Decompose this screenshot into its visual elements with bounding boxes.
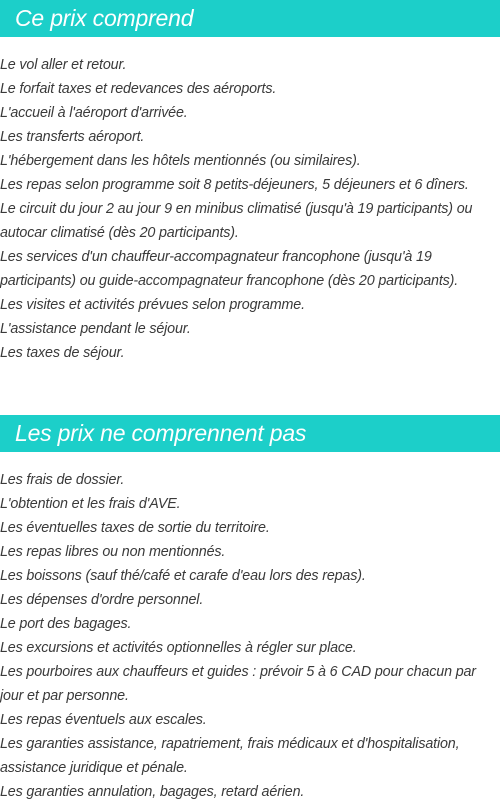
included-list bbox=[0, 53, 498, 365]
included-section-title: Ce prix comprend bbox=[0, 0, 500, 37]
excluded-item: Les dépenses d'ordre personnel. bbox=[0, 592, 204, 608]
excluded-section-title: Les prix ne comprennent pas bbox=[0, 415, 500, 452]
excluded-item: Les garanties annulation, bagages, retard aérien. bbox=[0, 784, 305, 800]
included-item: Le circuit du jour 2 au jour 9 en minibus climatisé (jusqu'à 19 participants) ou autocar climatisé (dès 20 participants). bbox=[0, 201, 473, 241]
included-item: L'assistance pendant le séjour. bbox=[0, 321, 191, 337]
excluded-item: Le port des bagages. bbox=[0, 616, 132, 632]
included-item: Le forfait taxes et redevances des aéroports. bbox=[0, 81, 277, 97]
included-item: Les visites et activités prévues selon programme. bbox=[0, 297, 305, 313]
excluded-item: Les repas éventuels aux escales. bbox=[0, 712, 207, 728]
included-item: Les repas selon programme soit 8 petits-déjeuners, 5 déjeuners et 6 dîners. bbox=[0, 177, 469, 193]
excluded-item: Les boissons (sauf thé/café et carafe d'eau lors des repas). bbox=[0, 568, 366, 584]
excluded-item: Les excursions et activités optionnelles à régler sur place. bbox=[0, 640, 357, 656]
included-item: Les transferts aéroport. bbox=[0, 129, 145, 145]
included-item: Le vol aller et retour. bbox=[0, 57, 127, 73]
excluded-item: Les pourboires aux chauffeurs et guides : prévoir 5 à 6 CAD pour chacun par jour et par personne. bbox=[0, 664, 476, 704]
excluded-list bbox=[0, 468, 498, 804]
included-item: Les services d'un chauffeur-accompagnateur francophone (jusqu'à 19 participants) ou guide-accompagnateur francophone (dès 20 participants). bbox=[0, 249, 459, 289]
excluded-item: L'obtention et les frais d'AVE. bbox=[0, 496, 181, 512]
excluded-item: Les garanties assistance, rapatriement, frais médicaux et d'hospitalisation, assistance juridique et pénale. bbox=[0, 736, 460, 776]
included-item: L'hébergement dans les hôtels mentionnés (ou similaires). bbox=[0, 153, 361, 169]
excluded-item: Les frais de dossier. bbox=[0, 472, 125, 488]
excluded-item: Les repas libres ou non mentionnés. bbox=[0, 544, 226, 560]
excluded-item: Les éventuelles taxes de sortie du territoire. bbox=[0, 520, 270, 536]
included-item: L'accueil à l'aéroport d'arrivée. bbox=[0, 105, 188, 121]
included-item: Les taxes de séjour. bbox=[0, 345, 125, 361]
